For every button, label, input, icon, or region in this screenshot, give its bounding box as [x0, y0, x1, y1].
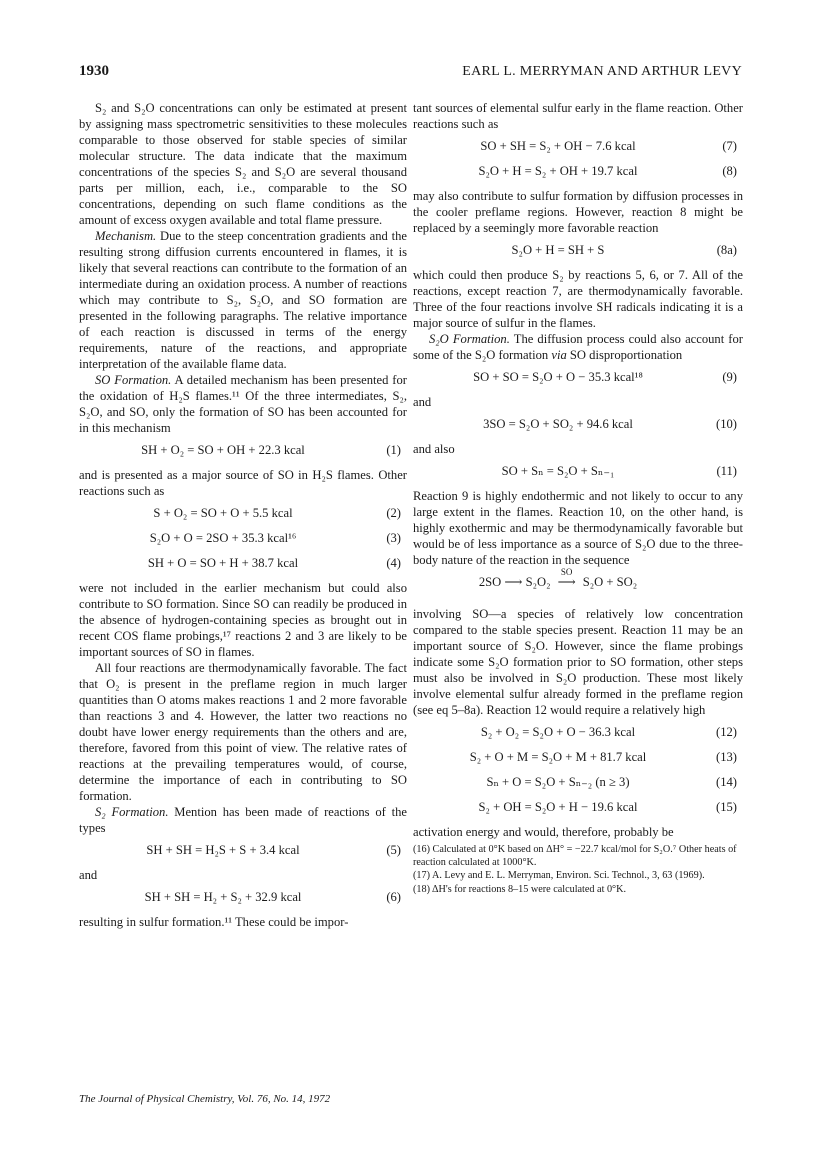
equation-number: (13) — [716, 750, 737, 764]
equation-number: (3) — [386, 531, 401, 545]
paragraph-s2-formation — [79, 804, 407, 836]
footnote-16: (16) Calculated at 0°K based on ΔH° = −22.7 kcal/mol for S₂O.⁷ Other heats of reaction calculated at 1000°K. — [413, 844, 737, 868]
italic-word: via — [551, 348, 567, 362]
equation-expression: S₂O + O = 2SO + 35.3 kcal¹⁶ — [149, 531, 297, 545]
authors-text: EARL L. MERRYMAN AND ARTHUR LEVY — [462, 64, 742, 79]
reaction-sequence — [413, 567, 743, 600]
paragraph-text: A detailed mechanism has been presented for the oxidation of H₂S flames.¹¹ Of the three intermediates, S₂, S₂O, and SO, only the formation of SO has been accounted for in this mechanism — [79, 373, 407, 435]
equation-11 — [413, 463, 743, 482]
equation-number: (8) — [722, 164, 737, 178]
equation-expression: S₂O + H = SH + S — [511, 243, 605, 257]
equation-expression: SO + Sₙ = S₂O + Sₙ₋₁ — [501, 464, 615, 478]
equation-number: (4) — [386, 556, 401, 570]
equation-number: (5) — [386, 843, 401, 857]
sequence-expression — [413, 567, 703, 590]
equation-expression: Sₙ + O = S₂O + Sₙ₋₂ (n ≥ 3) — [486, 775, 630, 789]
paragraph: All four reactions are thermodynamically favorable. The fact that O₂ is present in the preflame region in much larger quantities than O atoms makes reactions 1 and 2 more favorable than reactions 3 and 4. However, the latter two reactions no doubt have lower energy requirements than the others and are, therefore, favored from this point of view. The relative rates of reactions at the prevailing temperatures would, of course, determine the importance of each in contributing to SO formation. — [79, 661, 407, 803]
sequence-right: S₂O + SO₂ — [582, 575, 638, 589]
page-number: 1930 — [79, 63, 109, 79]
equation-2 — [79, 505, 407, 524]
equation-expression: SH + SH = H₂ + S₂ + 32.9 kcal — [144, 890, 302, 904]
section-heading: SO Formation. — [95, 373, 172, 387]
equation-expression: SO + SH = S₂ + OH − 7.6 kcal — [480, 139, 636, 153]
paragraph: S₂ and S₂O concentrations can only be estimated at present by assigning mass spectrometric sensitivities to these molecules comparable to those observed for stable species of similar molecular structure. The data indicate that the maximum concentrations of the species S₂ and S₂O are several thousand parts per million, each, i.e., comparable to the SO concentrations, depending on such flame conditions as the amount of excess oxygen available and total flame pressure. — [79, 101, 407, 227]
equation-number: (11) — [716, 464, 737, 478]
paragraph: resulting in sulfur formation.¹¹ These could be impor- — [79, 915, 349, 929]
footnote-17: (17) A. Levy and E. L. Merryman, Environ. Sci. Technol., 3, 63 (1969). — [413, 870, 705, 881]
equation-6 — [79, 889, 407, 908]
paragraph: may also contribute to sulfur formation by diffusion processes in the cooler preflame regions. However, reaction 8 might be replaced by a seemingly more favorable reaction — [413, 189, 743, 235]
equation-number: (2) — [386, 506, 401, 520]
journal-footer: The Journal of Physical Chemistry, Vol. 76, No. 14, 1972 — [79, 1093, 331, 1105]
equation-number: (9) — [722, 370, 737, 384]
equation-5 — [79, 842, 407, 861]
paragraph-s2o-formation — [413, 331, 743, 363]
paragraph-text: SO disproportionation — [566, 348, 683, 362]
equation-expression: SO + SO = S₂O + O − 35.3 kcal¹⁸ — [473, 370, 643, 384]
equation-10 — [413, 416, 743, 435]
equation-expression: SH + O = SO + H + 38.7 kcal — [147, 556, 299, 570]
equation-expression: S₂ + O + M = S₂O + M + 81.7 kcal — [469, 750, 647, 764]
equation-15 — [413, 799, 743, 818]
equation-expression: S₂ + O₂ = S₂O + O − 36.3 kcal — [480, 725, 636, 739]
footnotes — [413, 844, 743, 896]
left-column — [79, 100, 407, 930]
paragraph: involving SO—a species of relatively low concentration compared to the stable species present. Reaction 11 may be an important source of S₂O. However, since the flame probings indicate some S₂O formation prior to SO formation, other steps must also be involved in S₂O production. These most likely involve elemental sulfur already formed in the preflame region (see eq 5–8a). Reaction 12 would require a relatively high — [413, 607, 743, 717]
equation-expression: 3SO = S₂O + SO₂ + 94.6 kcal — [483, 417, 633, 431]
right-column — [413, 100, 743, 897]
paragraph-so-formation — [79, 372, 407, 436]
equation-number: (6) — [386, 890, 401, 904]
equation-expression: SH + SH = H₂S + S + 3.4 kcal — [146, 843, 300, 857]
equation-number: (7) — [722, 139, 737, 153]
equation-13 — [413, 749, 743, 768]
section-heading: S₂ Formation. — [95, 805, 169, 819]
equation-12 — [413, 724, 743, 743]
equation-number: (15) — [716, 800, 737, 814]
equation-14 — [413, 774, 743, 793]
paragraph-mechanism — [79, 228, 407, 372]
connector-text: and also — [413, 442, 455, 456]
equation-1 — [79, 442, 407, 461]
equation-expression: S + O₂ = SO + O + 5.5 kcal — [153, 506, 293, 520]
equation-8 — [413, 163, 743, 182]
equation-number: (8a) — [716, 243, 737, 257]
equation-3 — [79, 530, 407, 549]
sequence-arrow: SO ⟶ — [554, 574, 580, 590]
running-header-authors — [462, 64, 742, 80]
paragraph: and is presented as a major source of SO in H₂S flames. Other reactions such as — [79, 468, 407, 498]
paragraph: which could then produce S₂ by reactions 5, 6, or 7. All of the reactions, except reaction 7, are thermodynamically favorable. Three of the four reactions involve SH radicals indicating it is a major source of sulfur in the flames. — [413, 268, 743, 330]
paragraph-text: Due to the steep concentration gradients and the resulting strong diffusion currents encountered in flames, it is likely that several reactions can contribute to the formation of an intermediate during an oxidation process. A number of reactions which may contribute to S₂, S₂O, and SO formation are presented in the following paragraphs. The relative importance of each reaction is discussed in terms of the energy requirements, nature of the reactions, and appropriate interpretation of the available flame data. — [79, 229, 407, 371]
section-heading: Mechanism. — [95, 229, 157, 243]
equation-expression: S₂O + H = S₂ + OH + 19.7 kcal — [478, 164, 638, 178]
paragraph: Reaction 9 is highly endothermic and not likely to occur to any large extent in the flames. Reaction 10, on the other hand, is highly exothermic and may be thermodynamically favorable but would be of less importance as a source of S₂O due to the three-body nature of the reaction in the sequence — [413, 489, 743, 567]
section-heading: S₂O Formation. — [429, 332, 510, 346]
paragraph: were not included in the earlier mechanism but could also contribute to SO formation. Since SO can readily be produced in the absence of hydrogen-containing species as brought out in recent COS flame probings,¹⁷ reactions 2 and 3 are likely to be important sources of SO in flames. — [79, 581, 407, 659]
equation-9 — [413, 369, 743, 388]
equation-number: (12) — [716, 725, 737, 739]
paragraph-text: Mention has been made of reactions of the types — [79, 805, 407, 835]
equation-expression: S₂ + OH = S₂O + H − 19.6 kcal — [478, 800, 638, 814]
arrow-label: SO — [560, 567, 573, 577]
paragraph-text: The diffusion process could also account for some of the S₂O formation — [413, 332, 743, 362]
paragraph: activation energy and would, therefore, probably be — [413, 825, 674, 839]
sequence-left: 2SO ⟶ S₂O₂ — [478, 575, 551, 589]
equation-number: (10) — [716, 417, 737, 431]
connector-text: and — [413, 395, 432, 409]
equation-expression: SH + O₂ = SO + OH + 22.3 kcal — [141, 443, 305, 457]
paragraph: tant sources of elemental sulfur early in the flame reaction. Other reactions such as — [413, 101, 743, 131]
connector-text: and — [79, 868, 98, 882]
equation-7 — [413, 138, 743, 157]
equation-number: (1) — [386, 443, 401, 457]
footnote-18: (18) ΔH's for reactions 8–15 were calculated at 0°K. — [413, 883, 627, 895]
equation-8a — [413, 242, 743, 261]
equation-4 — [79, 555, 407, 574]
equation-number: (14) — [716, 775, 737, 789]
